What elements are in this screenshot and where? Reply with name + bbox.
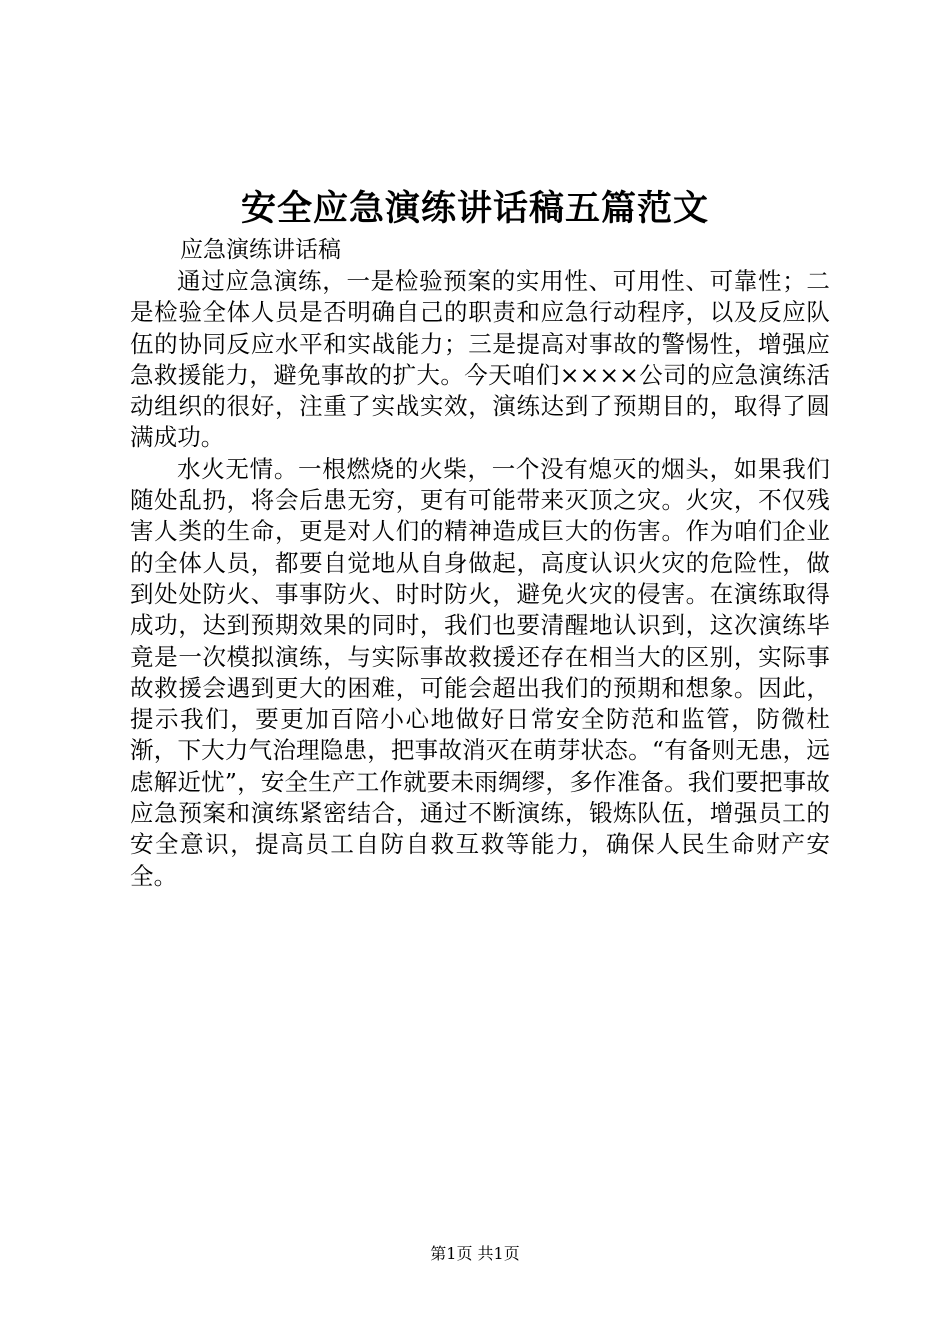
paragraph-2: 水火无情。一根燃烧的火柴，一个没有熄灭的烟头，如果我们随处乱扔，将会后患无穷，更有可能带来灭顶之灾。火灾，不仅残害人类的生命，更是对人们的精神造成巨大的伤害。作为咱们企业的全体人员，都要自觉地从自身做起，高度认识火灾的危险性，做到处处防火、事事防火、时时防火，避免火灾的侵害。在演练取得成功，达到预期效果的同时，我们也要清醒地认识到，这次演练毕竟是一次模拟演练，与实际事故救援还存在相当大的区别，实际事故救援会遇到更大的困难，可能会超出我们的预期和想象。因此，提示我们，要更加百陪小心地做好日常安全防范和监管，防微杜渐，下大力气治理隐患，把事故消灭在萌芽状态。“有备则无患，远虑解近忧”，安全生产工作就要未雨绸缪，多作准备。我们要把事故应急预案和演练紧密结合，通过不断演练，锻炼队伍，增强员工的安全意识，提高员工自防自救互救等能力，确保人民生命财产安全。 (130, 454, 830, 890)
document-subtitle: 应急演练讲话稿 (180, 237, 341, 263)
page-footer: 第1页 共1页 (430, 1244, 520, 1263)
page-title: 安全应急演练讲话稿五篇范文 (240, 188, 709, 229)
document-body (130, 234, 830, 892)
paragraph-1: 通过应急演练，一是检验预案的实用性、可用性、可靠性；二是检验全体人员是否明确自己的职责和应急行动程序，以及反应队伍的协同反应水平和实战能力；三是提高对事故的警惕性，增强应急救援能力，避免事故的扩大。今天咱们××××公司的应急演练活动组织的很好，注重了实战实效，演练达到了预期目的，取得了圆满成功。 (130, 267, 830, 452)
